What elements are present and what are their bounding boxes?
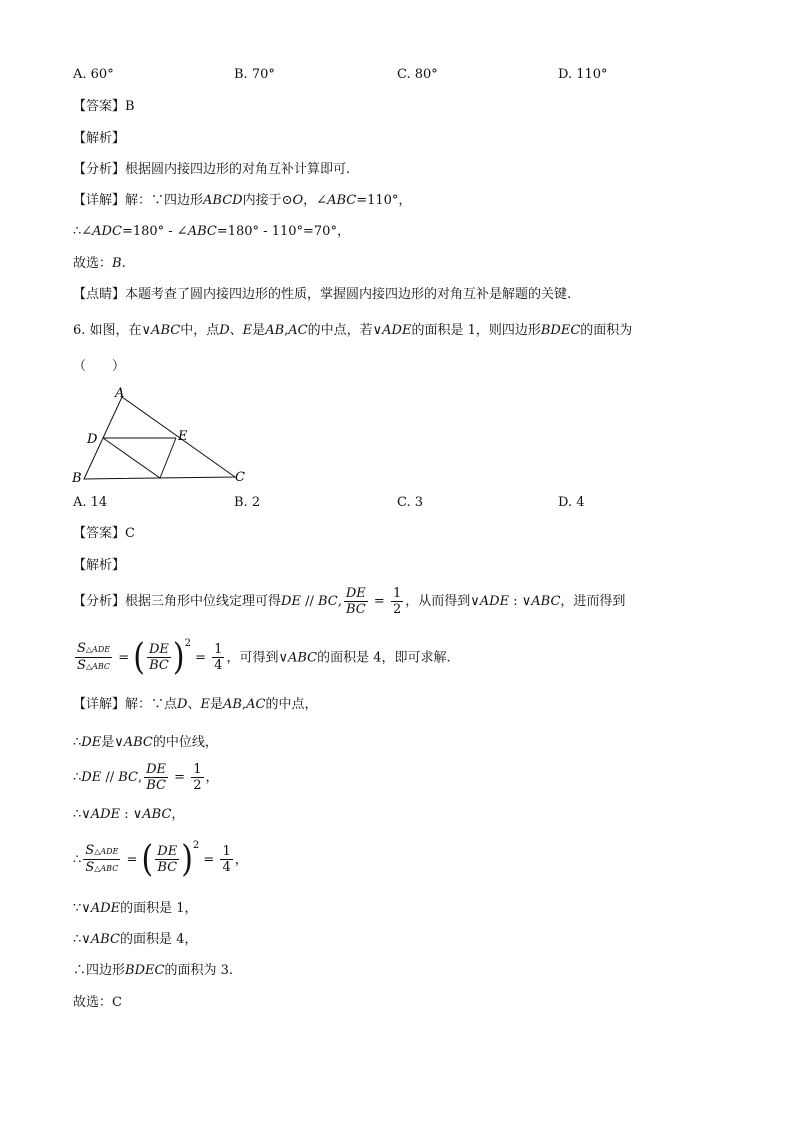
label-d: D <box>87 432 98 447</box>
q6-step7 <box>73 962 233 980</box>
detail-text: ，∠ <box>303 193 328 208</box>
frac-num: DE <box>157 844 178 860</box>
s-sub: △ABC <box>85 662 111 672</box>
math-de: DE <box>81 770 102 785</box>
fenxi-text: 根据三角形中位线定理可得 <box>125 594 282 609</box>
q6-paren: （ ） <box>73 359 126 374</box>
step-text: ∴ <box>73 770 82 785</box>
frac-den: 4 <box>214 658 223 674</box>
choose-text: 故选： <box>73 256 113 271</box>
frac-den: BC <box>146 778 166 793</box>
answer-tag: 【答案】 <box>73 99 126 114</box>
detail-text: =110°， <box>356 193 412 208</box>
q6-ratio-line: $\frac{\text{S△ADE}}{\text{S△ABC}}$ = ( $\frac{DE}{BC}$ )$^2$ = $\frac{1}{4}$ ，可得到∨ABC的面积是 4，即可求解. <box>77 636 451 679</box>
fraction-quarter <box>220 844 232 875</box>
step-text: ∴ <box>73 807 82 822</box>
detail-text: 、 <box>187 697 201 712</box>
exponent: 2 <box>184 638 191 649</box>
frac-den: 2 <box>392 602 402 617</box>
label-b: B <box>72 471 82 486</box>
paren-left: ( <box>133 636 145 679</box>
q5-answer-line <box>73 98 135 116</box>
math-abc: ∨ABC <box>141 323 181 338</box>
q6-step1 <box>73 734 218 752</box>
fraction-de-bc <box>155 844 179 875</box>
q5-comment-line <box>73 286 571 304</box>
segment-df <box>103 438 160 478</box>
frac-den <box>75 658 112 674</box>
sim-sign: : <box>509 594 522 609</box>
q6-step2: ∴DE // BC, $\frac{DE}{BC}$ = $\frac{1}{2}$ ， <box>73 762 219 793</box>
q6-fenxi-line: 【分析】根据三角形中位线定理可得DE // BC, $\frac{DE}{BC}$ = $\frac{1}{2}$ ，从而得到∨ADE : ∨ABC，进而得到 <box>73 586 626 617</box>
fraction-de-bc <box>344 586 368 617</box>
s-letter: S <box>85 860 95 876</box>
detail-tag: 【详解】 <box>73 193 126 208</box>
parallel-sign: // <box>101 770 119 785</box>
s-letter: S <box>77 658 86 674</box>
step-text: ∴∠ <box>73 224 93 239</box>
stem-text: 的面积是 1，则四边形 <box>411 323 541 338</box>
stem-text: 的面积为 <box>580 323 633 338</box>
q5-fenxi-line <box>73 161 350 179</box>
comment-tag: 【点睛】 <box>73 287 126 302</box>
step-text: ∵ <box>73 901 82 916</box>
step-text: 是 <box>101 735 115 750</box>
fenxi-tag: 【分析】 <box>73 594 126 609</box>
segment-ef <box>160 438 176 478</box>
fraction-half <box>391 586 403 617</box>
frac-num <box>75 641 112 658</box>
q6-step5 <box>73 900 198 918</box>
detail-text: 的中点， <box>265 697 318 712</box>
frac-num: 1 <box>392 586 402 601</box>
s-sub: △ADE <box>94 847 119 857</box>
q5-option-a: A. 60° <box>73 67 114 82</box>
label-a: A <box>115 386 125 401</box>
step-text: ∴ <box>73 852 82 868</box>
q6-step3 <box>73 806 184 824</box>
paren-left: ( <box>141 838 154 881</box>
choose-text: . <box>121 256 126 271</box>
parallel-sign: // <box>300 594 318 609</box>
step-text: 的面积是 1， <box>120 901 198 916</box>
frac-num <box>83 843 120 860</box>
frac-num: DE <box>148 642 169 658</box>
math-o: O <box>292 193 304 208</box>
frac-num: DE <box>146 762 167 777</box>
math-ab: AB <box>223 697 242 712</box>
fenxi-text: ，可得到 <box>226 650 279 666</box>
math-ade: ∨ADE <box>470 594 510 609</box>
s-letter: S <box>77 641 86 657</box>
stem-text: 的中点，若 <box>307 323 373 338</box>
frac-den: BC <box>345 602 366 617</box>
step-text: ∴四边形 <box>73 963 126 978</box>
step-text: ∴ <box>73 932 82 947</box>
paren-right: ) <box>181 838 193 881</box>
frac-num: 1 <box>222 844 231 860</box>
q5-choose-line <box>73 255 126 273</box>
detail-text: 解：∵四边形 <box>125 193 204 208</box>
frac-den: BC <box>149 658 169 674</box>
math-bdec: BDEC <box>540 323 581 338</box>
fenxi-text: 根据圆内接四边形的对角互补计算即可. <box>125 162 351 177</box>
step-text: 的面积是 4， <box>119 932 198 947</box>
answer-tag: 【答案】 <box>73 526 126 541</box>
label-c: C <box>235 470 245 485</box>
stem-text: , <box>284 323 289 338</box>
sim-sign: : <box>120 807 133 822</box>
paren-right: ) <box>172 636 185 679</box>
q6-option-d: D. 4 <box>558 495 585 510</box>
q5-detail-line <box>73 192 411 210</box>
math-abc: ∨ABC <box>521 594 561 609</box>
math-ade: ∨ADE <box>372 323 412 338</box>
math-e: E <box>242 323 253 338</box>
math-abc: ABC <box>187 224 217 239</box>
step-text: ， <box>205 770 219 785</box>
math-de: DE <box>281 594 301 609</box>
q5-analysis-tag: 【解析】 <box>73 131 126 146</box>
q6-step6 <box>73 931 197 949</box>
detail-tag: 【详解】 <box>73 697 126 712</box>
detail-text: 内接于⊙ <box>242 193 293 208</box>
fraction-de-bc <box>144 762 168 793</box>
q6-step4: ∴ $\frac{\text{S△ADE}}{\text{S△ABC}}$ = ( $\frac{DE}{BC}$ )$^2$ = $\frac{1}{4}$ ， <box>73 838 248 881</box>
math-ade: ∨ADE <box>81 807 121 822</box>
math-abc: ∨ABC <box>81 932 120 947</box>
s-sub: △ABC <box>94 864 119 874</box>
math-abc: ∨ABC <box>114 735 153 750</box>
q6-choose: 故选：C <box>73 995 122 1010</box>
fraction-de-bc <box>147 642 171 673</box>
q5-option-b: B. 70° <box>234 67 275 82</box>
label-e: E <box>178 429 188 444</box>
fraction-area-ratio <box>75 641 112 674</box>
q6-detail-line <box>73 696 317 714</box>
math-abc: ABC <box>327 193 357 208</box>
frac-den: BC <box>157 860 178 876</box>
q5-option-d: D. 110° <box>558 67 608 82</box>
fraction-half <box>191 762 203 793</box>
math-abc: ∨ABC <box>278 650 318 666</box>
detail-text: 解：∵点 <box>125 697 178 712</box>
math-e: E <box>200 697 210 712</box>
step-text: ， <box>234 852 248 868</box>
math-adc: ADC <box>92 224 122 239</box>
q6-answer-line <box>73 525 135 543</box>
frac-den: 4 <box>222 860 231 876</box>
math-bc: BC <box>317 594 338 609</box>
fenxi-text: ，进而得到 <box>560 594 626 609</box>
step-text: =180° - 110°=70°， <box>216 224 350 239</box>
step-text: ， <box>171 807 185 822</box>
math-comma: , <box>241 697 247 712</box>
math-bdec: BDEC <box>125 963 165 978</box>
math-ade: ∨ADE <box>81 901 121 916</box>
math-ac: AC <box>246 697 266 712</box>
frac-den <box>83 860 120 876</box>
math-ab: AB <box>265 323 285 338</box>
math-abcd: ABCD <box>203 193 243 208</box>
frac-num: 1 <box>214 642 223 658</box>
q6-stem <box>73 322 632 340</box>
stem-text: 6. 如图，在 <box>73 323 142 338</box>
math-bc: BC <box>118 770 138 785</box>
frac-num: DE <box>345 586 366 601</box>
detail-text: 是 <box>209 697 223 712</box>
s-letter: S <box>85 843 95 859</box>
fenxi-text: ，从而得到 <box>405 594 471 609</box>
q6-analysis-tag: 【解析】 <box>73 558 126 573</box>
step-text: =180° - ∠ <box>121 224 188 239</box>
comment-text: 本题考查了圆内接四边形的性质，掌握圆内接四边形的对角互补是解题的关键. <box>125 287 572 302</box>
q5-step2-line <box>73 223 350 241</box>
fenxi-tag: 【分析】 <box>73 162 126 177</box>
math-d: D <box>219 323 230 338</box>
s-sub: △ADE <box>85 645 111 655</box>
q6-option-b: B. 2 <box>234 495 261 510</box>
math-comma: , <box>137 770 143 785</box>
math-comma: , <box>337 594 342 609</box>
q5-option-c: C. 80° <box>397 67 438 82</box>
stem-text: 、 <box>229 323 243 338</box>
triangle-figure <box>60 380 260 490</box>
q6-option-a: A. 14 <box>73 495 108 510</box>
step-text: ∴ <box>73 735 82 750</box>
answer-value: C <box>125 526 135 541</box>
math-ac: AC <box>288 323 308 338</box>
fraction-quarter <box>212 642 224 673</box>
stem-text: 中，点 <box>180 323 220 338</box>
fenxi-text: 的面积是 4，即可求解. <box>317 650 451 666</box>
exponent: 2 <box>192 840 200 851</box>
choose-value: B <box>112 256 122 271</box>
fraction-area-ratio <box>83 843 120 876</box>
step-text: 的面积为 3. <box>164 963 233 978</box>
frac-num: 1 <box>193 762 202 777</box>
math-d: D <box>177 697 188 712</box>
stem-text: 是 <box>252 323 266 338</box>
q6-option-c: C. 3 <box>397 495 424 510</box>
frac-den: 2 <box>193 778 202 793</box>
answer-value: B <box>125 99 135 114</box>
step-text: 的中位线， <box>152 735 218 750</box>
math-de: DE <box>81 735 102 750</box>
math-abc: ∨ABC <box>132 807 172 822</box>
